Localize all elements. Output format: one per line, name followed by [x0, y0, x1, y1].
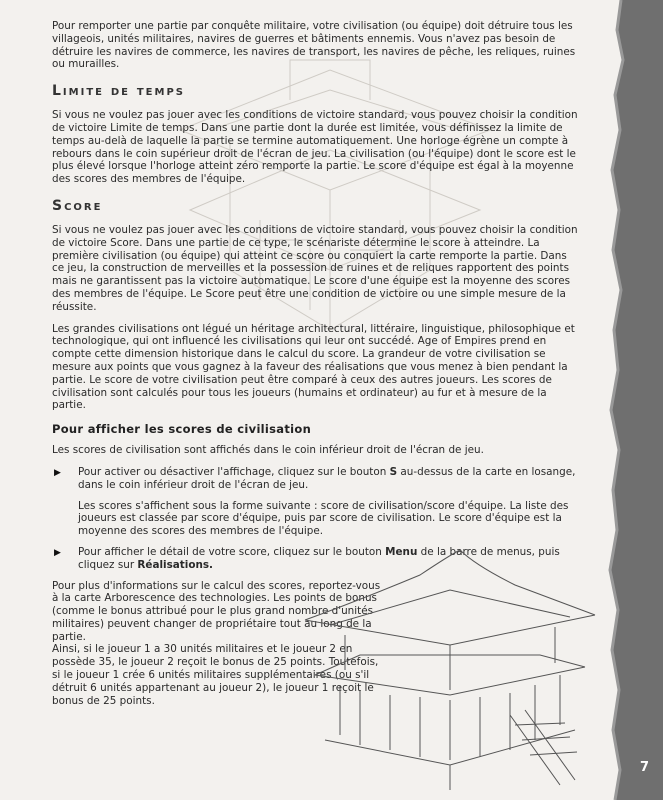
bullet-text: au-dessus de la carte en losange, dans le coin inférieur droit de l'écran de jeu.	[78, 465, 576, 491]
page-number: 7	[639, 760, 649, 775]
key-s: S	[389, 465, 398, 478]
torn-page-edge	[593, 0, 663, 800]
score-format-note: Les scores s'affichent sous la forme suivante : score de civilisation/score d'équipe. La liste des joueurs est classée par score d'équipe, puis par score de civilisation. Le score d'équipe est la moyenne des scores des membres de l'équipe.	[78, 499, 569, 538]
bullet-arrow-icon: ▶	[54, 467, 61, 478]
bullet-text: Pour afficher le détail de votre score, cliquez sur le bouton	[78, 545, 386, 558]
pagoda-illustration	[300, 545, 600, 795]
section-heading-time-limit: Limite de temps	[52, 83, 185, 100]
score-paragraph-2: Les grandes civilisations ont légué un héritage architectural, littéraire, linguistique, philosophique et technologique, qui ont influencé les civilisations qui leur ont succédé. Age of Empires prend en compte cette dimension historique dans le calcul du score. La grandeur de votre civilisation se mesure aux points que vous gagnez à la faveur des réalisations que vous menez à bien pendant la partie. Le score de votre civilisation peut être comparé à ceux des autres joueurs. Les scores de civilisation sont calculés pour tous les joueurs (humains et ordinateur) au fur et à mesure de la partie.	[52, 322, 575, 412]
bullet-text: Pour activer ou désactiver l'affichage, cliquez sur le bouton	[78, 465, 390, 478]
section-heading-score: Score	[52, 197, 103, 214]
display-scores-intro: Les scores de civilisation sont affichés dans le coin inférieur droit de l'écran de jeu.	[52, 444, 484, 457]
subheading-display-scores: Pour afficher les scores de civilisation	[52, 422, 312, 437]
bullet-text: de la barre de menus, puis cliquez sur	[78, 545, 560, 571]
bullet-arrow-icon: ▶	[54, 547, 61, 558]
achievements-label: Réalisations.	[137, 558, 213, 571]
bonus-paragraph-1: Pour plus d'informations sur le calcul des scores, reportez-vous à la carte Arborescence des technologies. Les points de bonus (comme le bonus attribué pour le plus grand nombre d'unités militaires) peuvent changer de propriétaire tout au long de la partie.	[52, 579, 381, 643]
bonus-paragraph-2: Ainsi, si le joueur 1 a 30 unités militaires et le joueur 2 en possède 35, le joueur 2 reçoit le bonus de 25 points. Toutefois, si le joueur 1 crée 6 unités militaires supplémentaires (ou s'il détruit 6 unités appartenant au joueur 2), le joueur 1 reçoit le bonus de 25 points.	[52, 643, 379, 707]
bullet-toggle-display	[52, 466, 580, 492]
intro-paragraph: Pour remporter une partie par conquête militaire, votre civilisation (ou équipe) doit détruire tous les villageois, unités militaires, navires de guerres et bâtiments ennemis. Vous n'avez pas besoin de détruire les navires de commerce, les navires de transport, les navires de pêche, les reliques, ruines ou murailles.	[52, 20, 576, 71]
score-paragraph-1: Si vous ne voulez pas jouer avec les conditions de victoire standard, vous pouvez choisir la condition de victoire Score. Dans une partie de ce type, le scénariste détermine le score à atteindre. La première civilisation (ou équipe) qui atteint ce score ou conquiert la carte remporte la partie. Dans ce jeu, la construction de merveilles et la possession de ruines et de reliques rapportent des points mais ne garantissent pas la victoire automatique. Le score d'une équipe est la moyenne des scores des membres de l'équipe. Le Score peut être une condition de victoire ou une simple mesure de la réussite.	[52, 223, 578, 313]
time-limit-paragraph: Si vous ne voulez pas jouer avec les conditions de victoire standard, vous pouvez choisir la condition de victoire Limite de temps. Dans une partie dont la durée est limitée, vous définissez la limite de temps au-delà de laquelle la partie se termine automatiquement. Une horloge égrène un compte à rebours dans le coin supérieur droit de l'écran de jeu. La civilisation (ou l'équipe) dont le score est le plus élevé lorsque l'horloge atteint zéro remporte la partie. Le score d'équipe est égal à la moyenne des scores des membres de l'équipe.	[52, 109, 578, 186]
menu-button-label: Menu	[385, 545, 418, 558]
